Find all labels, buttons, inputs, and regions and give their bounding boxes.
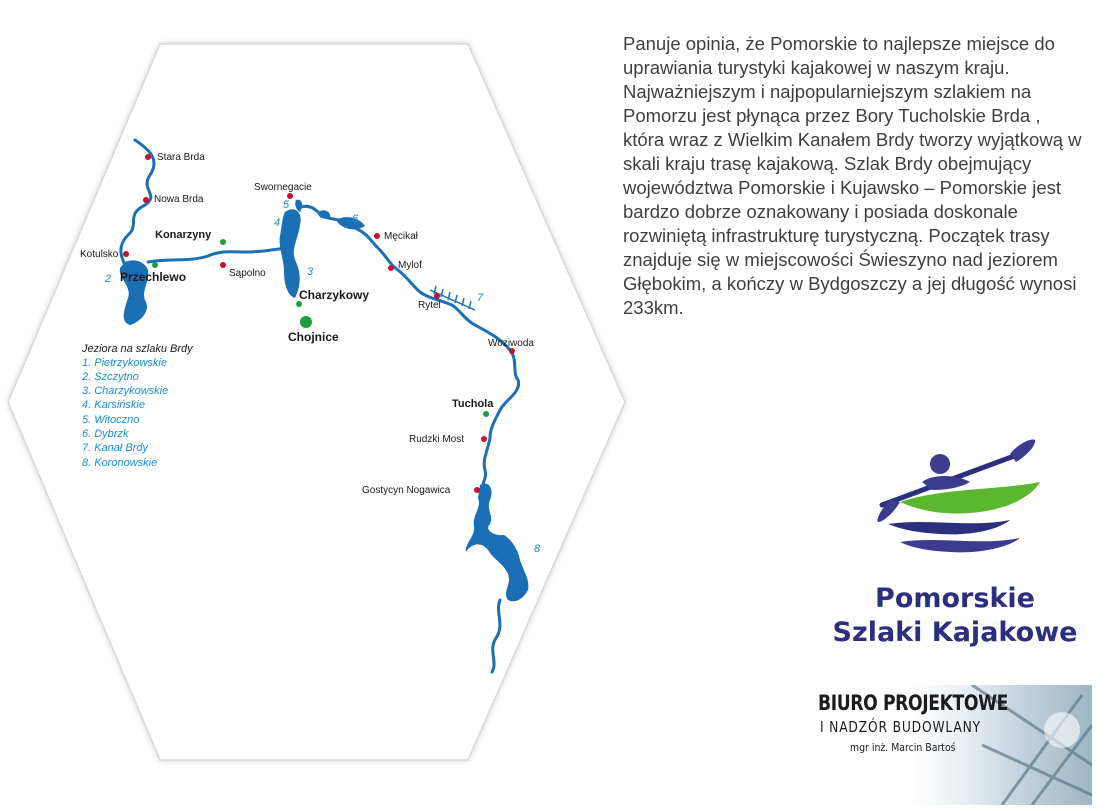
label-swornegacie: Swornegacie [254,182,312,193]
label-sapolno: Sąpolno [229,268,266,279]
legend-item: 4. Karsińskie [82,399,145,411]
dot-przechlewo [152,262,158,268]
banner-name: mgr inż. Marcin Bartoś [850,741,956,754]
logo-wordmark [820,582,1090,650]
dot-konarzyny [220,239,226,245]
dot-rudzki-most [481,436,487,442]
banner-title: BIURO PROJEKTOWE [818,691,1009,715]
label-przechlewo: Przechlewo [120,270,187,284]
label-rytel: Rytel [418,300,441,311]
legend-title: Jeziora na szlaku Brdy [82,343,193,355]
lake-number-2: 2 [105,273,112,285]
legend-item: 8. Koronowskie [82,457,158,469]
office-banner [812,685,1092,805]
label-mylof: Mylof [398,260,422,271]
legend-item: 2. Szczytno [82,371,139,383]
lake-number-4: 4 [274,217,281,229]
label-rudzki-most: Rudzki Most [409,434,465,445]
dot-sapolno [220,262,226,268]
label-tuchola: Tuchola [452,398,494,410]
legend-item: 1. Pietrzykowskie [82,357,167,369]
label-konarzyny: Konarzyny [155,229,212,241]
label-mecikal: Męcikał [384,231,418,242]
logo-line2: Szlaki Kajakowe [832,617,1078,648]
description-text: Panuje opinia, że Pomorskie to najlepsze miejsce do uprawiania turystyki kajakowej w naszym kraju. Najważniejszym i najpopularniejszym szlakiem na Pomorzu jest płynąca przez Bory Tucholskie Brda , która wraz z Wielkim Kanałem Brdy tworzy wyjątkową w skali kraju trasę kajakową. Szlak Brdy obejmujący województwa Pomorskie i Kujawsko – Pomorskie jest bardzo dobrze oznakowany i posiada doskonale rozwiniętą infrastrukturę turystyczną. Początek trasy znajduje się w miejscowości Świeszyno nad jeziorem Głębokim, a kończy w Bydgoszczy a jej długość wynosi 233km. [623,33,1082,318]
lake-number-7: 7 [477,292,484,304]
label-gostycyn: Gostycyn Nogawica [362,485,451,496]
dot-rytel [434,293,440,299]
dot-chojnice [300,316,312,328]
dot-tuchola [483,411,489,417]
legend-item: 7. Kanał Brdy [82,442,149,454]
dot-mylof [388,265,394,271]
dot-nowa-brda [143,197,149,203]
label-stara-brda: Stara Brda [157,152,205,163]
lake-number-6: 6 [352,213,359,225]
label-woziwoda: Woziwoda [488,338,534,349]
legend-item: 5. Witoczno [82,414,140,426]
lake-number-8: 8 [534,543,541,555]
dot-stara-brda [145,154,151,160]
label-nowa-brda: Nowa Brda [154,194,204,205]
label-charzykowy: Charzykowy [299,288,370,302]
legend-item: 6. Dybrzk [82,428,129,440]
kayak-icon [860,430,1100,580]
legend-item: 3. Charzykowskie [82,385,169,397]
lake-number-5: 5 [283,199,290,211]
label-kotulsko: Kotulsko [80,249,119,260]
dot-kotulsko [123,251,129,257]
lake-number-3: 3 [307,266,314,278]
logo-line1: Pomorskie [875,583,1035,614]
label-chojnice: Chojnice [288,330,339,344]
dot-gostycyn [474,487,480,493]
banner-subtitle: I NADZÓR BUDOWLANY [820,718,981,736]
dot-mecikal [374,233,380,239]
